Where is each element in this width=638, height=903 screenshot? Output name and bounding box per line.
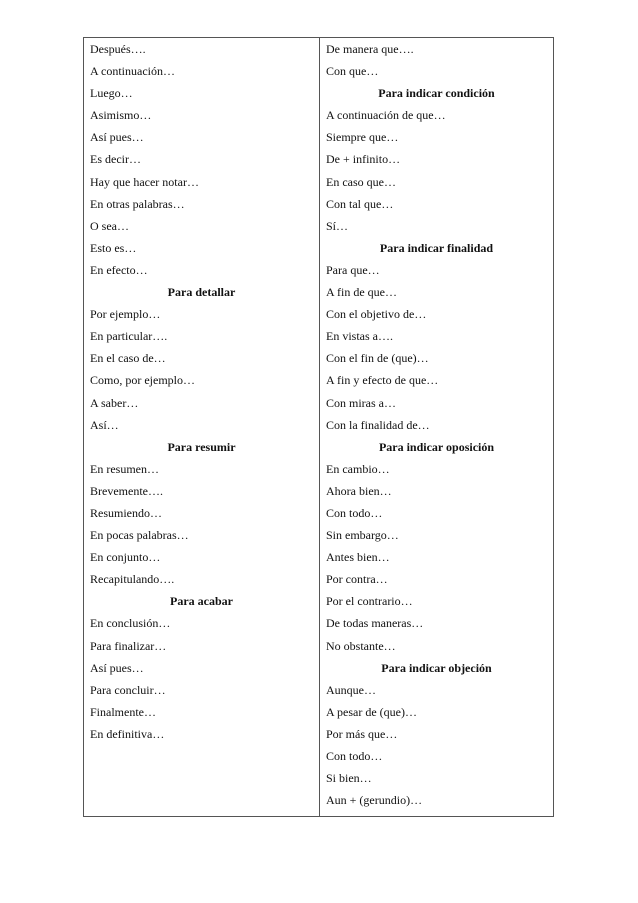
table-cell: En otras palabras… — [90, 196, 185, 211]
table-cell: Así pues… — [90, 660, 144, 675]
table-cell: En caso que… — [326, 174, 396, 189]
table-cell: A fin de que… — [326, 285, 397, 300]
table-cell: Para concluir… — [90, 682, 166, 697]
table-cell: De + infinito… — [326, 152, 401, 167]
right-column — [320, 38, 553, 816]
table-cell: Recapitulando…. — [90, 572, 175, 587]
section-heading: Para indicar objeción — [381, 660, 492, 675]
table-cell: De todas maneras… — [326, 616, 424, 631]
section-heading: Para acabar — [170, 594, 233, 609]
table-cell: Con tal que… — [326, 196, 394, 211]
section-heading: Para resumir — [167, 439, 236, 454]
table-cell: Como, por ejemplo… — [90, 373, 195, 388]
table-cell: Siempre que… — [326, 130, 399, 145]
table-cell: Sin embargo… — [326, 528, 399, 543]
table-cell: Con miras a… — [326, 395, 396, 410]
table-cell: En pocas palabras… — [90, 528, 189, 543]
table-cell: Por el contrario… — [326, 594, 413, 609]
table-cell: No obstante… — [326, 638, 396, 653]
table-cell: Hay que hacer notar… — [90, 174, 199, 189]
table-cell: A continuación de que… — [326, 108, 446, 123]
table-cell: Es decir… — [90, 152, 141, 167]
table-cell: En cambio… — [326, 461, 390, 476]
table-cell: Luego… — [90, 86, 133, 101]
table-cell: Con que… — [326, 64, 379, 79]
table-cell: Ahora bien… — [326, 483, 392, 498]
table-cell: En definitiva… — [90, 726, 165, 741]
table-cell: A continuación… — [90, 64, 175, 79]
table-cell: En vistas a…. — [326, 329, 393, 344]
table-cell: Así pues… — [90, 130, 144, 145]
table-cell: Para que… — [326, 262, 380, 277]
connectors-table — [83, 37, 554, 817]
table-cell: En conclusión… — [90, 616, 171, 631]
table-cell: Con el fin de (que)… — [326, 351, 429, 366]
table-cell: A fin y efecto de que… — [326, 373, 439, 388]
table-cell: En efecto… — [90, 262, 148, 277]
table-cell: Si bien… — [326, 771, 372, 786]
table-cell: A pesar de (que)… — [326, 704, 417, 719]
table-cell: Para finalizar… — [90, 638, 167, 653]
table-cell: Con todo… — [326, 505, 383, 520]
table-cell: Antes bien… — [326, 550, 390, 565]
table-cell: O sea… — [90, 218, 129, 233]
table-cell: En conjunto… — [90, 550, 161, 565]
table-cell: Por ejemplo… — [90, 307, 161, 322]
table-cell: Esto es… — [90, 240, 137, 255]
table-cell: Con el objetivo de… — [326, 307, 427, 322]
section-heading: Para detallar — [167, 285, 236, 300]
table-cell: Con la finalidad de… — [326, 417, 430, 432]
table-cell: Asimismo… — [90, 108, 152, 123]
table-cell: Después…. — [90, 42, 146, 56]
table-cell: Así… — [90, 417, 119, 432]
section-heading: Para indicar condición — [378, 86, 495, 101]
table-cell: De manera que…. — [326, 42, 414, 56]
table-cell: Aunque… — [326, 682, 376, 697]
section-heading: Para indicar oposición — [378, 439, 495, 454]
table-cell: Por contra… — [326, 572, 388, 587]
table-cell: Resumiendo… — [90, 505, 162, 520]
table-cell: Con todo… — [326, 749, 383, 763]
table-cell: Brevemente…. — [90, 483, 163, 498]
table-cell: Aun + (gerundio)… — [326, 793, 423, 808]
table-cell: En resumen… — [90, 461, 159, 476]
section-heading: Para indicar finalidad — [379, 240, 494, 255]
table-cell: Por más que… — [326, 726, 398, 741]
left-column — [84, 38, 319, 816]
table-cell: Sí… — [326, 218, 349, 233]
table-cell: A saber… — [90, 395, 139, 410]
table-cell: En particular…. — [90, 329, 168, 344]
table-cell: En el caso de… — [90, 351, 166, 366]
table-cell: Finalmente… — [90, 704, 156, 719]
